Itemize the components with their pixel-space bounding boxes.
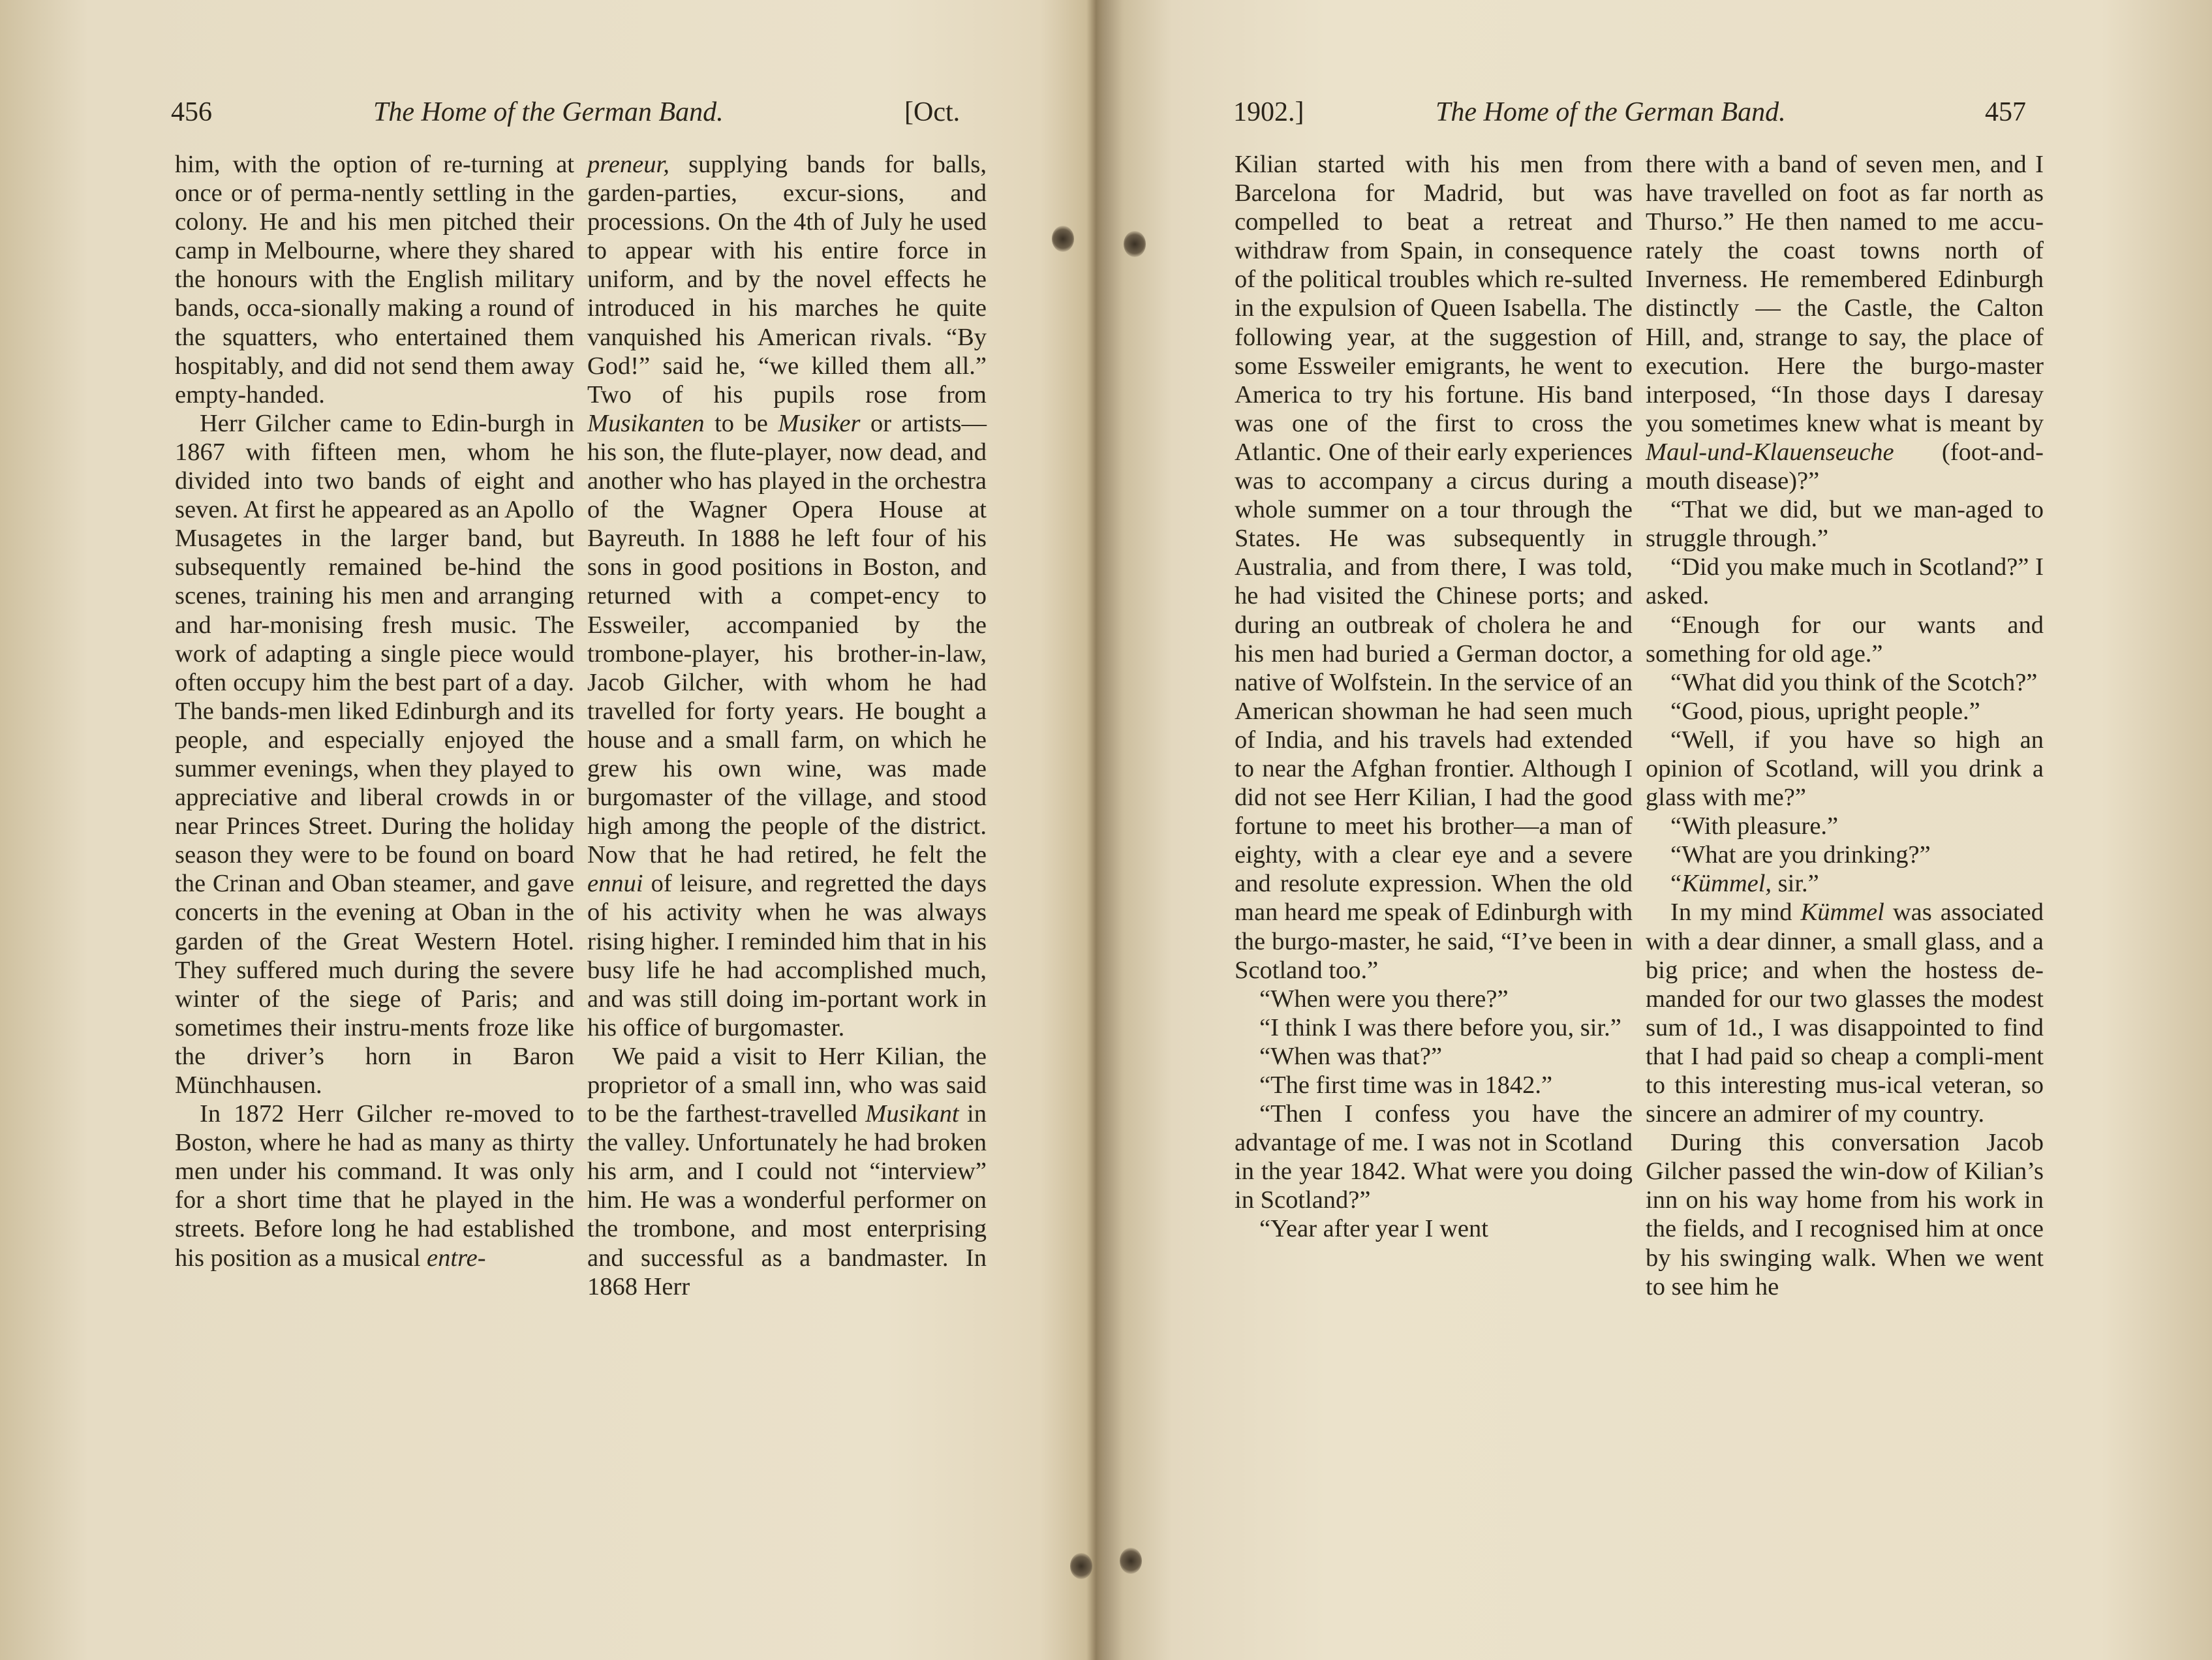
paragraph [1646,495,2044,553]
paragraph [1646,553,2044,610]
paragraph [587,1042,987,1301]
paragraph [1235,1099,1633,1214]
paragraph-text: “Well, if you have so high an opinion of Scotland, will you drink a glass with me?” [1646,726,2044,812]
paragraph [175,150,574,409]
paragraph-text: or artists—his son, the flute-player, now dead, and another who has played in the orchestra of the Wagner Opera House at Bayreuth. In 1888 he left four of his sons in good positions in Boston, and returned with a compet-ency to Essweiler, accompanied by the trombone-player, his brother-in-law, Jacob Gilcher, with whom he had travelled for forty years. He bought a house and a small farm, on which he grew his own wine, was made burgomaster of the village, and stood high among the people of the district. Now that he had retired, he felt the [587,409,987,869]
right-running-date: 1902.] [1233,97,1304,127]
left-page-column-2 [587,150,987,1301]
right-page-column-1 [1235,150,1633,1244]
italic-text: Musikant [865,1100,959,1128]
paragraph-text: (foot-and-mouth disease)?” [1646,438,2044,495]
paragraph-text: We paid a visit to Herr Kilian, the proprietor of a small inn, who was said to be the farthest-travelled [587,1042,987,1128]
paragraph [1646,150,2044,495]
paragraph [1646,668,2044,697]
paragraph-text: Herr Gilcher came to Edin-burgh in 1867 with fifteen men, whom he divided into two bands of eight and seven. At first he appeared as an Apollo Musagetes in the larger band, but subsequently remained be-hind the scenes, training his men and arranging and har-monising fresh music. The work of adapting a single piece would often occupy him the best part of a day. The bands-men liked Edinburgh and its people, and especially enjoyed the summer evenings, when they played to appreciative and liberal crowds in or near Princes Street. During the holiday season they were to be found on board the Crinan and Oban steamer, and gave concerts in the evening at Oban in the garden of the Great Western Hotel. They suffered much during the severe winter of the siege of Paris; and sometimes their instru-ments froze like the driver’s horn in Baron Münchhausen. [175,409,574,1099]
paragraph-text: of leisure, and regretted the days of his activity when he was always rising higher. I reminded him that in his busy life he had accomplished much, and was still doing im-portant work in his office of burgomaster. [587,870,987,1041]
italic-text: Musikanten [587,409,705,437]
paragraph-text: supplying bands for balls, garden-parties, excur-sions, and processions. On the 4th of July he used to appear with his entire force in uniform, and by the novel effects he introduced in his marches he quite vanquished his American rivals. “By God!” said he, “we killed them all.” Two of his pupils rose from [587,151,987,408]
paragraph [175,409,574,1099]
paragraph [1235,1013,1633,1042]
paragraph [1235,1042,1633,1071]
paragraph-text: “That we did, but we man-aged to struggle through.” [1646,496,2044,553]
paragraph-text: “The first time was in 1842.” [1259,1071,1553,1099]
paragraph [1235,985,1633,1013]
paragraph-text: “Did you make much in Scotland?” I asked. [1646,553,2044,610]
italic-text: Kümmel, [1682,870,1772,898]
paragraph [1646,898,2044,1128]
left-page-number: 456 [171,97,212,127]
paragraph-text: “Good, pious, upright people.” [1670,697,1980,725]
paragraph-text: there with a band of seven men, and I have travelled on foot as far north as Thurso.” He then named to me accu-rately the coast towns north of Inverness. He remembered Edinburgh distinctly — the Castle, the Calton Hill, and, strange to say, the place of execution. Here the burgo-master interposed, “In those days I daresay you sometimes knew what is meant by [1646,151,2044,437]
punch-hole-mark [1070,1553,1092,1579]
paragraph-text: “When was that?” [1259,1042,1443,1070]
paragraph-text: “With pleasure.” [1670,812,1839,840]
paragraph-text: “Then I confess you have the advantage of me. I was not in Scotland in the year 1842. What were you doing in Scotland?” [1235,1100,1633,1214]
paragraph-text: “ [1670,870,1682,898]
paragraph [1646,726,2044,812]
paragraph [1646,869,2044,898]
left-running-title: The Home of the German Band. [373,97,724,127]
paragraph-text: “I think I was there before you, sir.” [1259,1013,1621,1041]
paragraph-text: sir.” [1772,870,1819,898]
paragraph-text: was associated with a dear dinner, a small glass, and a big price; and when the hostess de-manded for our two glasses the modest sum of 1d., I was disappointed to find that I had paid so cheap a compli-ment to this interesting mus-ical veteran, so sincere an admirer of my country. [1646,899,2044,1128]
left-running-date: [Oct. [904,97,960,127]
left-page-column-1 [175,150,574,1272]
paragraph-text: “When were you there?” [1259,985,1509,1013]
paragraph-text: “What did you think of the Scotch?” [1670,668,2038,696]
left-page [0,0,1096,1660]
paragraph-text: “Enough for our wants and something for old age.” [1646,611,2044,668]
paragraph [1235,1071,1633,1099]
paragraph [1646,812,2044,840]
paragraph-text: “Year after year I went [1259,1215,1488,1243]
paragraph [587,150,987,1042]
paragraph-text: to be [704,409,778,437]
punch-hole-mark [1124,231,1146,257]
italic-text: preneur, [587,151,669,178]
italic-text: ennui [587,870,643,898]
paragraph [1235,1214,1633,1243]
paragraph-text: in the valley. Unfortunately he had broken his arm, and I could not “interview” him. He was a wonderful performer on the trombone, and most enterprising and successful as a bandmaster. In 1868 Herr [587,1100,987,1300]
paragraph-text: Kilian started with his men from Barcelona for Madrid, but was compelled to beat a retreat and withdraw from Spain, in consequence of the political troubles which re-sulted in the expulsion of Queen Isabella. The following year, at the suggestion of some Essweiler emigrants, he went to America to try his fortune. His band was one of the first to cross the Atlantic. One of their early experiences was to accompany a circus during a whole summer on a tour through the States. He was subsequently in Australia, and from there, I was told, he had visited the Chinese ports; and during an outbreak of cholera he and his men had buried a German doctor, a native of Wolfstein. In the service of an American showman he had seen much of India, and his travels had extended to near the Afghan frontier. Although I did not see Herr Kilian, I had the good fortune to meet his brother—a man of eighty, with a clear eye and a severe and resolute expression. When the old man heard me speak of Edinburgh with the burgo-master, he said, “I’ve been in Scotland too.” [1235,151,1633,984]
punch-hole-mark [1052,226,1074,252]
right-page [1096,0,2212,1660]
right-running-title: The Home of the German Band. [1436,97,1786,127]
paragraph [1646,840,2044,869]
paragraph [1646,611,2044,668]
paragraph-text: During this conversation Jacob Gilcher passed the win-dow of Kilian’s inn on his way home from his work in the fields, and I recognised him at once by his swinging walk. When we went to see him he [1646,1129,2044,1300]
paragraph-text: In 1872 Herr Gilcher re-moved to Boston, where he had as many as thirty men under his command. It was only for a short time that he played in the streets. Before long he had established his position as a musical [175,1100,574,1272]
italic-text: Musiker [778,409,861,437]
paragraph [175,1099,574,1272]
paragraph [1646,1128,2044,1301]
paragraph [1235,150,1633,985]
right-page-number: 457 [1985,97,2026,127]
italic-text: entre- [427,1244,486,1272]
paragraph [1646,697,2044,726]
italic-text: Kümmel [1800,899,1884,927]
italic-text: Maul-und-Klauenseuche [1646,438,1894,466]
paragraph-text: him, with the option of re-turning at once or of perma-nently settling in the colony. He and his men pitched their camp in Melbourne, where they shared the honours with the English military bands, occa-sionally making a round of the squatters, who entertained them hospitably, and did not send them away empty-handed. [175,151,574,408]
paragraph-text: “What are you drinking?” [1670,841,1931,869]
right-page-column-2 [1646,150,2044,1301]
paragraph-text: In my mind [1670,899,1801,927]
punch-hole-mark [1120,1548,1142,1574]
